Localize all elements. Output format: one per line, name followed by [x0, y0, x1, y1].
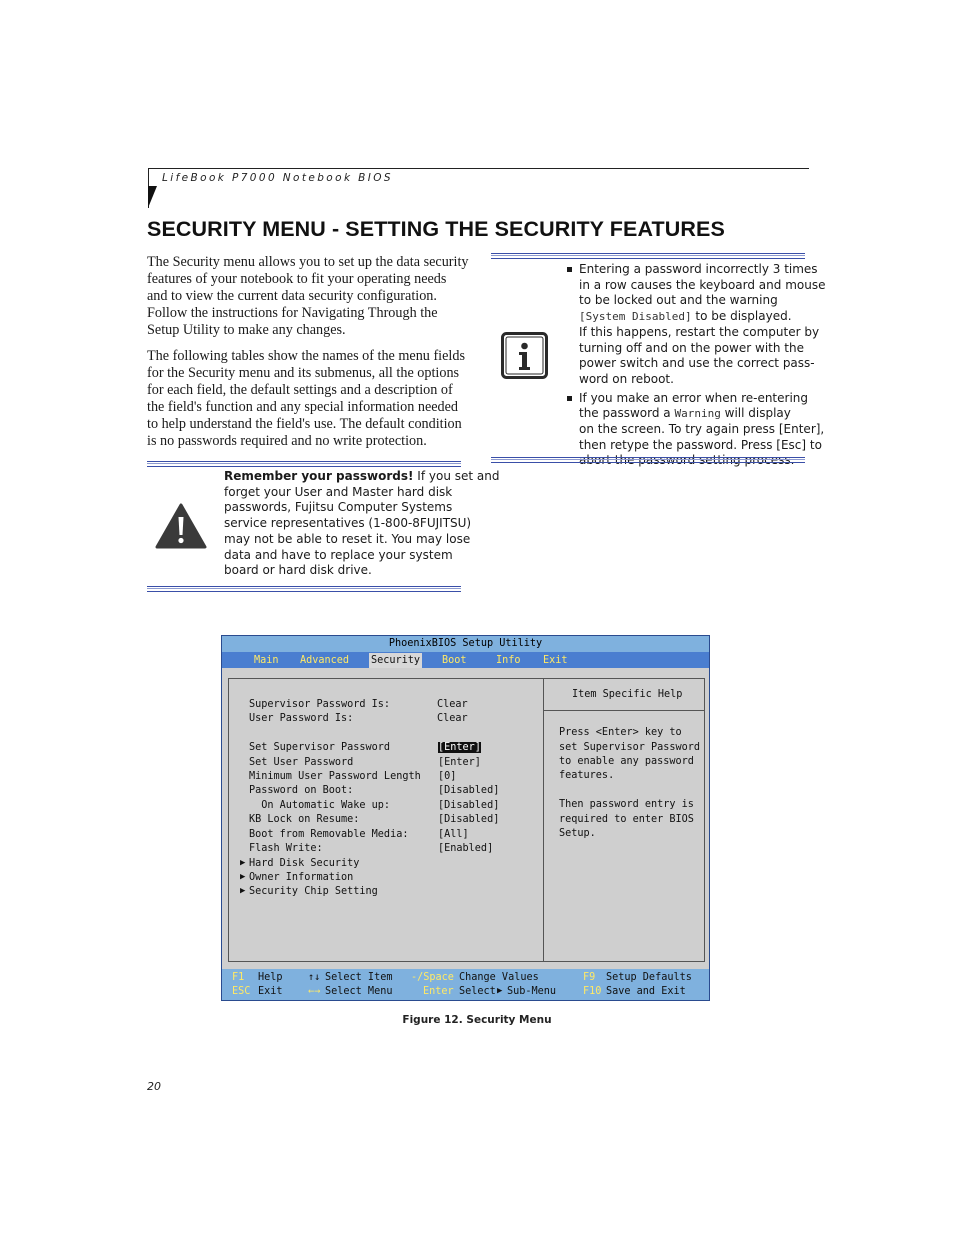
text-line: Follow the instructions for Navigating Through the [147, 305, 438, 321]
warning-exclamation-icon [155, 503, 207, 549]
bios-menu-advanced[interactable]: Advanced [300, 655, 350, 666]
key-enter-desc: Select [459, 986, 496, 997]
key-minus-desc: Change Values [459, 972, 539, 983]
bios-menu-boot[interactable]: Boot [442, 655, 467, 666]
warning-text [224, 469, 500, 579]
text-line: abort the password setting process. [579, 453, 795, 468]
submenu-arrow-icon: ▶ [240, 886, 246, 896]
field-value: Clear [437, 699, 468, 710]
warning-line: forget your User and Master hard disk [224, 484, 453, 499]
field-value[interactable]: [Enter] [438, 757, 481, 768]
key-minus-space: -/Space [411, 972, 454, 983]
key-leftright-desc: Select Menu [325, 986, 393, 997]
bios-title-bar [222, 636, 709, 652]
text-line: The Security menu allows you to set up the data security [147, 254, 469, 270]
field-value: Clear [437, 713, 468, 724]
warning-lead: Remember your passwords! [224, 469, 414, 483]
text-line: on the screen. To try again press [Enter], [579, 422, 825, 437]
submenu-arrow-icon: ▶ [240, 858, 246, 868]
field-value[interactable]: [Disabled] [438, 814, 500, 825]
help-line: to enable any password [559, 756, 694, 767]
help-title: Item Specific Help [572, 689, 683, 700]
warning-code: Warning [674, 407, 721, 421]
page-number: 20 [147, 1080, 161, 1093]
warning-box-top-rule [147, 461, 461, 467]
text-line: for the Security menu and its submenus, all the options [147, 365, 460, 381]
left-right-arrows-icon: ←→ [308, 986, 321, 997]
submenu-arrow-icon: ▶ [240, 872, 246, 882]
text-line: turning off and on the power with the [579, 340, 804, 355]
key-updown-desc: Select Item [325, 972, 393, 983]
field-value[interactable]: [0] [438, 771, 457, 782]
info-box-bottom-rule [491, 457, 805, 463]
info-bullet-list [566, 262, 826, 472]
field-label[interactable]: Set Supervisor Password [249, 742, 391, 753]
text-line: to be displayed. [691, 309, 792, 324]
field-label[interactable]: Set User Password [249, 757, 354, 768]
warning-line: data and have to replace your system [224, 547, 453, 562]
help-line: set Supervisor Password [559, 742, 701, 753]
key-enter: Enter [423, 986, 454, 997]
header-corner-mark [148, 186, 157, 208]
help-line: Press <Enter> key to [559, 727, 682, 738]
key-f1-desc: Help [258, 972, 283, 983]
text-line: Setup Utility to make any changes. [147, 322, 346, 338]
field-label: User Password Is: [249, 713, 354, 724]
warning-line: service representatives (1-800-8FUJITSU) [224, 516, 472, 531]
field-label[interactable]: On Automatic Wake up: [249, 800, 391, 811]
help-line: Setup. [559, 828, 596, 839]
warning-line: passwords, Fujitsu Computer Systems [224, 500, 453, 515]
bios-menu-security[interactable]: Security [371, 655, 421, 666]
figure-caption: Figure 12. Security Menu [402, 1014, 552, 1026]
bios-menu-bar [222, 652, 709, 668]
key-esc-desc: Exit [258, 986, 283, 997]
bullet-square [567, 267, 572, 272]
info-icon [501, 332, 548, 379]
help-line: features. [559, 770, 615, 781]
key-f9: F9 [583, 972, 596, 983]
text-line: If you make an error when re-entering [579, 390, 809, 405]
key-f1: F1 [232, 972, 245, 983]
text-line: to help understand the field's use. The default condition [147, 416, 462, 432]
warning-box-bottom-rule [147, 586, 461, 592]
field-value[interactable]: [Enabled] [438, 843, 494, 854]
key-esc: ESC [232, 986, 251, 997]
submenu-hard-disk-security[interactable]: Hard Disk Security [249, 858, 360, 869]
bios-status-bar [222, 969, 709, 1000]
bios-menu-info[interactable]: Info [496, 655, 521, 666]
submenu-arrow-icon: ▶ [497, 986, 503, 996]
text-line: The following tables show the names of the menu fields [147, 348, 465, 364]
field-label[interactable]: Password on Boot: [249, 785, 354, 796]
text-line: is no passwords required and no write protection. [147, 433, 427, 449]
bios-settings-panel [228, 678, 544, 962]
bullet-square [567, 396, 572, 401]
up-down-arrows-icon: ↑↓ [308, 972, 321, 983]
warning-line: If you set and [413, 469, 500, 483]
page-title: SECURITY MENU - SETTING THE SECURITY FEATURES [147, 217, 725, 241]
field-value[interactable]: [Disabled] [438, 800, 500, 811]
key-enter-desc-submenu: Sub-Menu [507, 986, 557, 997]
submenu-owner-information[interactable]: Owner Information [249, 872, 354, 883]
text-line: will display [720, 406, 791, 421]
intro-paragraph-2 [147, 348, 463, 450]
text-line: features of your notebook to fit your operating needs [147, 271, 447, 287]
bios-menu-exit[interactable]: Exit [543, 655, 568, 666]
field-label[interactable]: Minimum User Password Length [249, 771, 421, 782]
warning-line: may not be able to reset it. You may lose [224, 531, 471, 546]
text-line: power switch and use the correct pass- [579, 356, 815, 371]
list-item [566, 262, 826, 388]
help-line: required to enter BIOS [559, 814, 694, 825]
key-f9-desc: Setup Defaults [606, 972, 692, 983]
warning-line: board or hard disk drive. [224, 563, 372, 578]
field-label: Supervisor Password Is: [249, 699, 391, 710]
text-line: If this happens, restart the computer by [579, 324, 820, 339]
key-f10-desc: Save and Exit [606, 986, 686, 997]
submenu-security-chip-setting[interactable]: Security Chip Setting [249, 886, 378, 897]
text-line: Entering a password incorrectly 3 times [579, 262, 818, 276]
info-box-top-rule [491, 253, 805, 259]
field-value[interactable]: [Disabled] [438, 785, 500, 796]
field-value[interactable]: [All] [438, 829, 469, 840]
text-line: word on reboot. [579, 371, 674, 386]
bios-title: PhoenixBIOS Setup Utility [388, 638, 543, 649]
field-label[interactable]: KB Lock on Resume: [249, 814, 360, 825]
bios-help-panel [543, 678, 705, 962]
field-label[interactable]: Flash Write: [249, 843, 323, 854]
bios-menu-main[interactable]: Main [254, 655, 279, 666]
text-line: to be locked out and the warning [579, 293, 778, 308]
header-rule [148, 168, 809, 169]
text-line: for each field, the default settings and a description of [147, 382, 453, 398]
bios-setup-screenshot [221, 635, 710, 1001]
help-divider [544, 710, 704, 711]
text-line: the field's function and any special information needed [147, 399, 459, 415]
help-line: Then password entry is [559, 799, 694, 810]
field-value-selected[interactable]: [Enter] [438, 742, 481, 753]
system-disabled-code: [System Disabled] [579, 310, 692, 324]
text-line: then retype the password. Press [Esc] to [579, 437, 822, 452]
running-header-title: LifeBook P7000 Notebook BIOS [162, 172, 394, 184]
text-line: and to view the current data security configuration. [147, 288, 437, 304]
text-line: the password a [579, 406, 675, 421]
key-f10: F10 [583, 986, 602, 997]
intro-paragraph-1 [147, 254, 469, 339]
text-line: in a row causes the keyboard and mouse [579, 277, 826, 292]
field-label[interactable]: Boot from Removable Media: [249, 829, 409, 840]
